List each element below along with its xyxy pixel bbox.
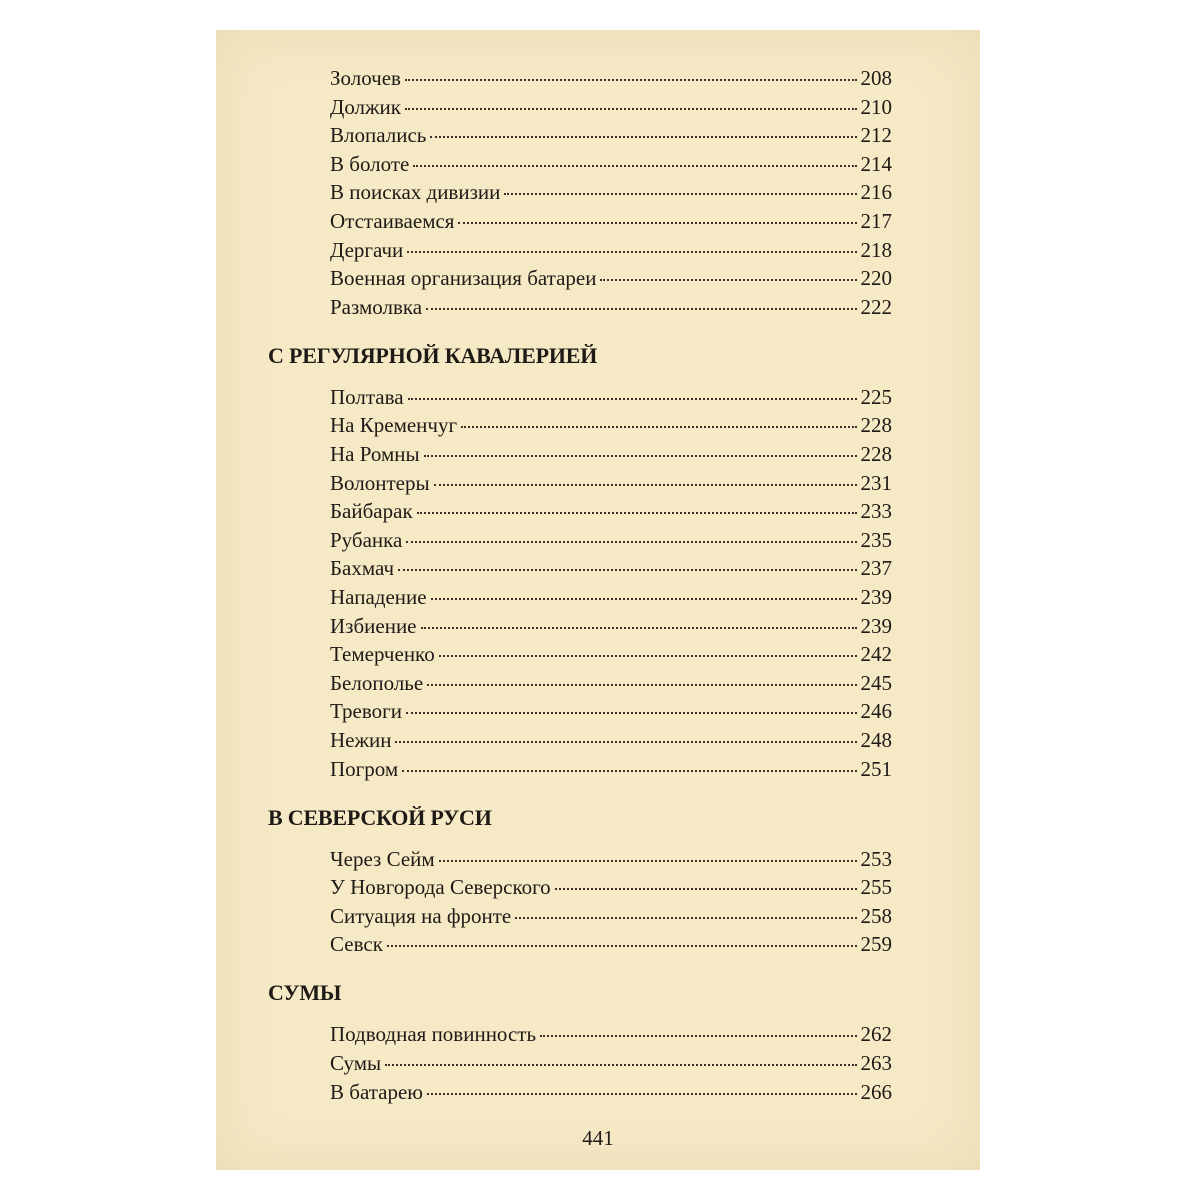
toc-entry-page: 231 (860, 470, 892, 495)
toc-entry-page: 212 (860, 123, 892, 148)
dot-leader (413, 165, 856, 167)
toc-entry-title: Сумы (330, 1051, 382, 1075)
toc-entry (330, 642, 892, 666)
section-heading: СУМЫ (268, 980, 342, 1006)
page-number: 441 (582, 1126, 614, 1150)
dot-leader (408, 398, 857, 400)
dot-leader (504, 193, 856, 195)
toc-entry-page: 259 (860, 932, 892, 957)
toc-entry-page: 214 (860, 151, 892, 176)
dot-leader (426, 308, 856, 310)
toc-entry-page: 266 (860, 1079, 892, 1104)
dot-leader (424, 455, 857, 457)
dot-leader (406, 541, 856, 543)
table-of-contents (216, 30, 980, 1170)
toc-entry-title: В батарею (330, 1079, 423, 1104)
toc-entry (330, 295, 892, 319)
toc-entry (330, 385, 892, 409)
toc-entry (330, 585, 892, 609)
toc-entry-page: 245 (860, 670, 892, 695)
dot-leader (407, 251, 856, 253)
toc-entry (330, 95, 892, 119)
dot-leader (600, 279, 856, 281)
toc-entry (330, 671, 892, 695)
toc-entry (330, 932, 892, 956)
toc-entry (330, 728, 892, 752)
toc-entry (330, 1022, 892, 1046)
toc-entry-page: 228 (860, 413, 892, 438)
toc-entry (330, 152, 892, 176)
toc-entry-page: 210 (860, 94, 892, 119)
toc-entry (330, 266, 892, 290)
toc-entry (330, 499, 892, 523)
toc-entry-title: Влопались (330, 123, 427, 148)
toc-entry (330, 875, 892, 899)
toc-entry-page: 216 (860, 180, 892, 205)
toc-entry-page: 253 (860, 846, 892, 871)
toc-entry-title: Ситуация на фронте (330, 903, 512, 928)
toc-entry-title: Рубанка (330, 527, 403, 552)
dot-leader (458, 222, 856, 224)
toc-entry-title: Байбарак (330, 499, 413, 524)
toc-entry-title: Дергачи (330, 237, 404, 262)
toc-entry-page: 222 (860, 294, 892, 319)
toc-entry (330, 757, 892, 781)
section-heading: С РЕГУЛЯРНОЙ КАВАЛЕРИЕЙ (268, 342, 598, 368)
toc-entry-page: 228 (860, 442, 892, 466)
toc-entry-title: Подводная повинность (330, 1022, 537, 1047)
dot-leader (434, 484, 857, 486)
toc-entry (330, 66, 892, 90)
dot-leader (555, 888, 857, 890)
toc-entry (330, 471, 892, 495)
toc-entry-page: 218 (860, 237, 892, 262)
dot-leader (461, 426, 856, 428)
toc-entry-page: 237 (860, 556, 892, 581)
toc-entry-page: 217 (860, 209, 892, 233)
toc-entry (330, 123, 892, 147)
toc-entry-title: Севск (330, 932, 383, 957)
toc-entry-title: Избиение (330, 613, 417, 638)
toc-entry (330, 209, 892, 233)
toc-entry-page: 225 (860, 384, 892, 409)
toc-entry-page: 239 (860, 585, 892, 609)
toc-entry-page: 263 (860, 1051, 892, 1075)
toc-entry-title: Бахмач (330, 556, 395, 581)
toc-entry-title: Белополье (330, 670, 424, 695)
toc-entry-title: Золочев (330, 66, 401, 90)
toc-entry (330, 614, 892, 638)
toc-entry (330, 528, 892, 552)
toc-entry (330, 180, 892, 204)
toc-entry-title: У Новгорода Северского (330, 875, 551, 900)
toc-entry (330, 1051, 892, 1075)
dot-leader (417, 512, 857, 514)
toc-entry (330, 413, 892, 437)
dot-leader (398, 569, 856, 571)
book-page (216, 30, 980, 1170)
toc-entry-title: Через Сейм (330, 846, 435, 871)
dot-leader (395, 741, 856, 743)
dot-leader (427, 1093, 857, 1095)
toc-entry-page: 248 (860, 728, 892, 752)
toc-entry-page: 220 (860, 266, 892, 291)
dot-leader (421, 627, 857, 629)
dot-leader (439, 655, 857, 657)
toc-entry-page: 262 (860, 1022, 892, 1047)
toc-entry-title: Погром (330, 756, 399, 781)
toc-entry-page: 235 (860, 527, 892, 552)
toc-entry (330, 1080, 892, 1104)
toc-entry-title: Полтава (330, 384, 404, 409)
toc-entry-page: 208 (860, 66, 892, 90)
toc-entry (330, 556, 892, 580)
toc-entry (330, 699, 892, 723)
dot-leader (515, 917, 856, 919)
dot-leader (439, 860, 857, 862)
dot-leader (405, 79, 857, 81)
toc-entry (330, 442, 892, 466)
toc-entry-page: 239 (860, 613, 892, 638)
dot-leader (405, 108, 857, 110)
toc-entry-title: Нежин (330, 728, 392, 752)
dot-leader (406, 712, 857, 714)
toc-entry-title: Волонтеры (330, 470, 430, 495)
toc-entry (330, 847, 892, 871)
toc-entry-page: 255 (860, 875, 892, 900)
dot-leader (385, 1064, 856, 1066)
dot-leader (402, 770, 856, 772)
dot-leader (430, 136, 856, 138)
toc-entry-title: На Кременчуг (330, 413, 458, 438)
toc-entry-page: 242 (860, 642, 892, 667)
toc-entry-title: Размолвка (330, 294, 423, 319)
toc-entry-page: 258 (860, 903, 892, 928)
toc-entry-page: 251 (860, 756, 892, 781)
dot-leader (431, 598, 857, 600)
toc-entry-title: В поисках дивизии (330, 180, 501, 205)
toc-entry-title: Отстаиваемся (330, 209, 455, 233)
toc-entry-title: Тревоги (330, 699, 402, 724)
toc-entry-title: Должик (330, 94, 401, 119)
dot-leader (387, 945, 857, 947)
dot-leader (427, 684, 856, 686)
toc-entry-title: Нападение (330, 585, 427, 609)
dot-leader (540, 1035, 856, 1037)
toc-entry-page: 246 (860, 699, 892, 724)
toc-entry-title: Военная организация батареи (330, 266, 597, 291)
toc-entry-title: На Ромны (330, 442, 420, 466)
section-heading: В СЕВЕРСКОЙ РУСИ (268, 804, 492, 830)
toc-entry-title: В болоте (330, 151, 410, 176)
toc-entry (330, 238, 892, 262)
toc-entry-page: 233 (860, 499, 892, 524)
toc-entry (330, 904, 892, 928)
toc-entry-title: Темерченко (330, 642, 435, 667)
